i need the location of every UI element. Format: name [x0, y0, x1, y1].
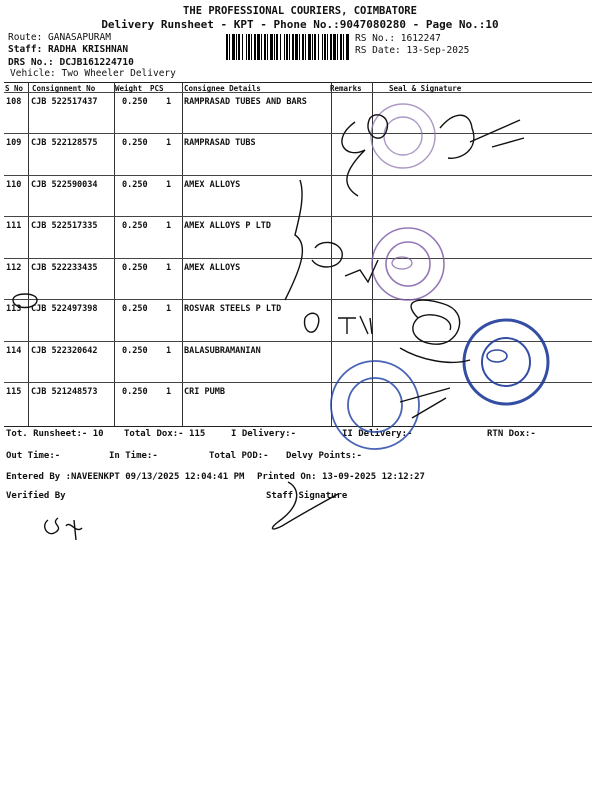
col-header-pcs: PCS	[150, 84, 164, 93]
col-header-consignee: Consignee Details	[184, 84, 261, 93]
rtn-dox: RTN Dox:-	[487, 429, 536, 439]
drs-number: DRS No.: DCJB161224710	[8, 57, 134, 68]
total-pod: Total POD:-	[209, 451, 269, 461]
table-cell-sno: 114	[6, 346, 22, 356]
table-cell-sno: 112	[6, 263, 22, 273]
rs-date: RS Date: 13-Sep-2025	[355, 45, 470, 56]
table-cell-sno: 115	[6, 387, 22, 397]
table-cell-consignee: AMEX ALLOYS	[184, 180, 241, 190]
total-dox: Total Dox:- 115	[124, 429, 206, 439]
document-subtitle: Delivery Runsheet - KPT - Phone No.:9047080280 - Page No.:10	[101, 18, 499, 31]
table-cell-consignee: ROSVAR STEELS P LTD	[184, 304, 282, 314]
table-cell-weight: 0.250	[122, 138, 148, 148]
barcode	[226, 34, 350, 60]
runsheet-table	[4, 82, 592, 427]
table-cell-consignee: BALASUBRAMANIAN	[184, 346, 261, 356]
col-header-sno: S No	[5, 84, 24, 93]
table-cell-pcs: 1	[166, 304, 172, 314]
table-cell-consignment: CJB 522128575	[31, 138, 98, 148]
table-cell-weight: 0.250	[122, 304, 148, 314]
table-cell-pcs: 1	[166, 387, 172, 397]
table-cell-weight: 0.250	[122, 180, 148, 190]
document-title: THE PROFESSIONAL COURIERS, COIMBATORE	[183, 5, 417, 17]
table-cell-weight: 0.250	[122, 221, 148, 231]
table-cell-weight: 0.250	[122, 263, 148, 273]
table-cell-consignment: CJB 522320642	[31, 346, 98, 356]
printed-on: Printed On: 13-09-2025 12:12:27	[257, 472, 425, 482]
row-divider	[4, 258, 592, 259]
row-divider	[4, 175, 592, 176]
table-cell-consignee: AMEX ALLOYS	[184, 263, 241, 273]
table-cell-consignment: CJB 522590034	[31, 180, 98, 190]
staff-signature: Staff Signature	[266, 491, 348, 501]
table-cell-consignment: CJB 522497398	[31, 304, 98, 314]
col-header-seal-signature: Seal & Signature	[389, 84, 462, 93]
table-cell-pcs: 1	[166, 346, 172, 356]
table-cell-weight: 0.250	[122, 97, 148, 107]
table-cell-sno: 109	[6, 138, 22, 148]
total-runsheet: Tot. Runsheet:- 10	[6, 429, 104, 439]
i-delivery: I Delivery:-	[231, 429, 297, 439]
table-cell-consignee: AMEX ALLOYS P LTD	[184, 221, 271, 231]
table-cell-sno: 110	[6, 180, 22, 190]
table-cell-consignment: CJB 522233435	[31, 263, 98, 273]
table-cell-consignment: CJB 522517437	[31, 97, 98, 107]
table-cell-sno: 113	[6, 304, 22, 314]
out-time: Out Time:-	[6, 451, 61, 461]
row-divider	[4, 216, 592, 217]
delvy-points: Delvy Points:-	[286, 451, 362, 461]
row-divider	[4, 341, 592, 342]
table-cell-pcs: 1	[166, 180, 172, 190]
route-label: Route: GANASAPURAM	[8, 32, 111, 43]
ii-delivery: II Delivery:-	[342, 429, 413, 439]
verified-by: Verified By	[6, 491, 66, 501]
in-time: In Time:-	[109, 451, 158, 461]
entered-by: Entered By :NAVEENKPT 09/13/2025 12:04:41 PM	[6, 472, 245, 482]
table-cell-weight: 0.250	[122, 346, 148, 356]
table-cell-sno: 108	[6, 97, 22, 107]
row-divider	[4, 133, 592, 134]
table-cell-consignment: CJB 521248573	[31, 387, 98, 397]
barcode-graphic	[226, 34, 350, 60]
table-cell-consignee: RAMPRASAD TUBS	[184, 138, 256, 148]
vehicle-label: Vehicle: Two Wheeler Delivery	[10, 68, 176, 79]
col-header-remarks: Remarks	[330, 84, 362, 93]
table-cell-pcs: 1	[166, 263, 172, 273]
table-cell-pcs: 1	[166, 138, 172, 148]
rs-number: RS No.: 1612247	[355, 33, 441, 44]
table-cell-pcs: 1	[166, 97, 172, 107]
row-divider	[4, 299, 592, 300]
staff-label: Staff: RADHA KRISHNAN	[8, 44, 129, 55]
row-divider	[4, 382, 592, 383]
table-cell-sno: 111	[6, 221, 22, 231]
col-header-weight: Weight	[115, 84, 143, 93]
table-cell-pcs: 1	[166, 221, 172, 231]
table-cell-consignment: CJB 522517335	[31, 221, 98, 231]
col-header-consignment: Consignment No	[32, 84, 96, 93]
table-cell-consignee: CRI PUMB	[184, 387, 225, 397]
table-cell-weight: 0.250	[122, 387, 148, 397]
table-cell-consignee: RAMPRASAD TUBES AND BARS	[184, 97, 307, 107]
